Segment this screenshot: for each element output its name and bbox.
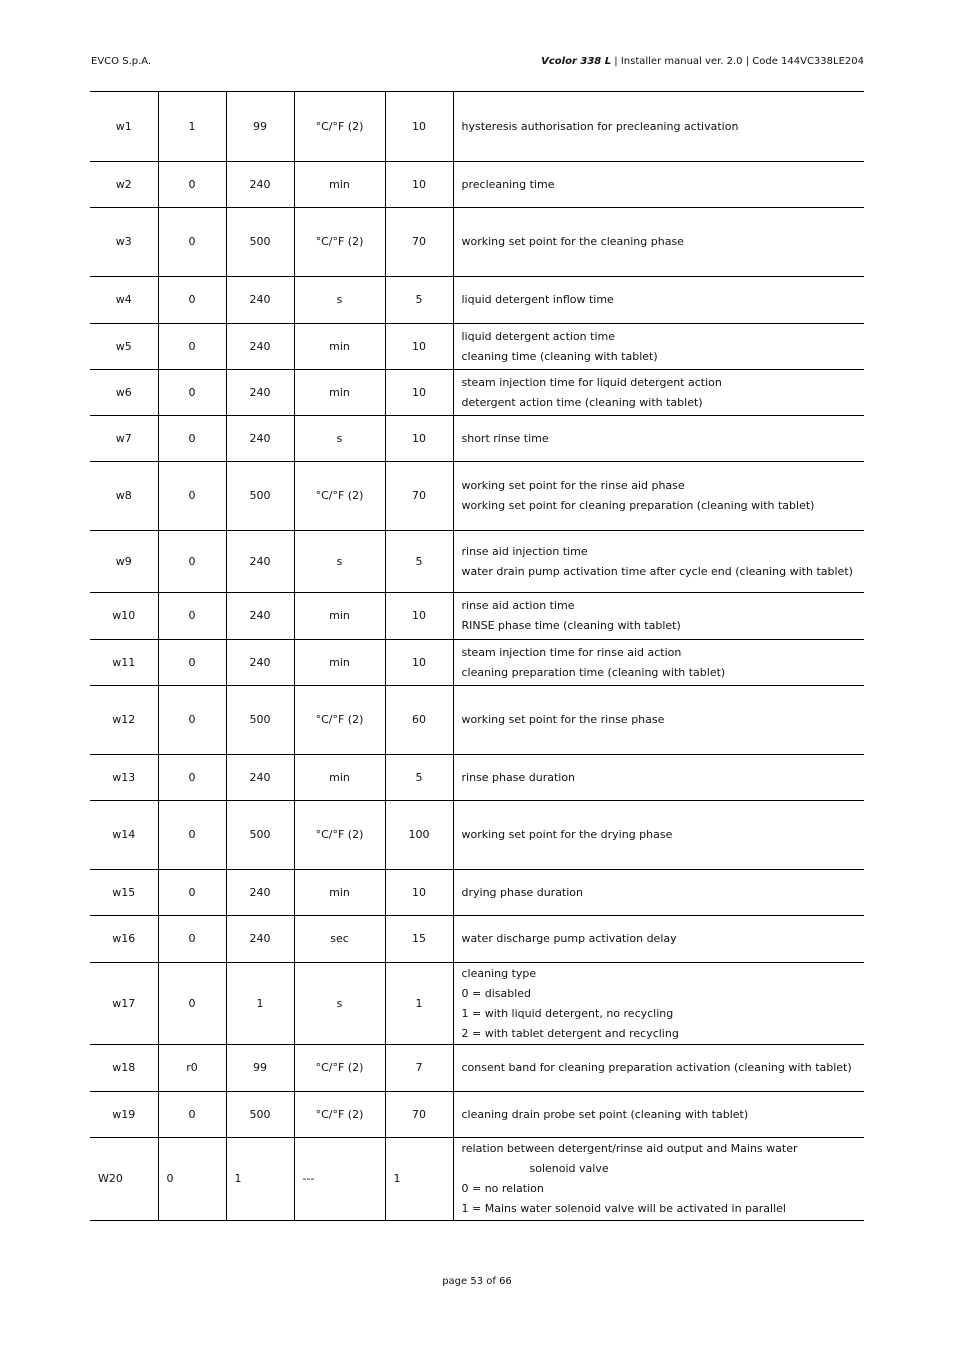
param-default: 60 [385,686,453,755]
param-max: 99 [226,1045,294,1092]
param-unit: °C/°F (2) [294,1045,385,1092]
param-max: 500 [226,208,294,277]
param-max: 240 [226,870,294,916]
param-min: 0 [158,755,226,801]
param-description [453,162,864,208]
param-code: w1 [90,92,158,162]
param-code: w11 [90,640,158,686]
param-default: 10 [385,92,453,162]
param-min: 0 [158,416,226,462]
table-row [90,416,864,462]
param-code: W20 [90,1138,158,1221]
table-row [90,870,864,916]
param-max: 500 [226,686,294,755]
parameters-table [90,91,864,1221]
description-line: cleaning type [461,966,537,980]
param-max: 1 [226,1138,294,1221]
param-unit: °C/°F (2) [294,92,385,162]
param-min: 0 [158,1138,226,1221]
table-row [90,92,864,162]
param-code: w6 [90,370,158,416]
param-description [453,92,864,162]
param-default: 15 [385,916,453,963]
param-code: w18 [90,1045,158,1092]
description-line: relation between detergent/rinse aid output and Mains water [461,1142,798,1155]
param-min: r0 [158,1045,226,1092]
param-max: 500 [226,462,294,531]
param-code: w19 [90,1092,158,1138]
param-code: w3 [90,208,158,277]
description-line: liquid detergent inflow time [461,293,614,306]
table-row [90,640,864,686]
param-max: 240 [226,162,294,208]
param-default: 1 [385,963,453,1045]
param-unit: °C/°F (2) [294,462,385,531]
description-line: working set point for cleaning preparation (cleaning with tablet) [461,499,815,512]
param-max: 240 [226,370,294,416]
header-manual-info: | Installer manual ver. 2.0 | Code 144VC338LE204 [611,56,864,67]
param-code: w10 [90,593,158,640]
description-line: 1 = with liquid detergent, no recycling [461,1006,674,1020]
param-unit: min [294,755,385,801]
param-description [453,1045,864,1092]
param-unit: min [294,593,385,640]
param-description [453,370,864,416]
param-code: w8 [90,462,158,531]
param-min: 0 [158,1092,226,1138]
param-description [453,640,864,686]
param-code: w9 [90,531,158,593]
table-row [90,1138,864,1221]
param-min: 0 [158,870,226,916]
param-unit: min [294,162,385,208]
param-min: 0 [158,531,226,593]
table-row [90,531,864,593]
param-default: 1 [385,1138,453,1221]
param-description [453,1092,864,1138]
description-line: 0 = disabled [461,986,532,1000]
param-unit: min [294,870,385,916]
description-line: cleaning time (cleaning with tablet) [461,349,658,363]
description-line: rinse phase duration [461,770,576,784]
description-line: cleaning preparation time (cleaning with tablet) [461,665,726,679]
param-min: 0 [158,593,226,640]
param-unit: sec [294,916,385,963]
description-line: drying phase duration [461,885,583,899]
param-unit: s [294,277,385,324]
description-line: liquid detergent action time [461,329,616,343]
table-row [90,462,864,531]
param-code: w4 [90,277,158,324]
description-line: 0 = no relation [461,1182,544,1195]
description-line: solenoid valve [529,1162,609,1175]
description-line: precleaning time [461,177,555,191]
table-row [90,277,864,324]
page-number: page 53 of 66 [442,1276,512,1287]
param-description [453,916,864,963]
param-default: 10 [385,324,453,370]
param-description [453,801,864,870]
table-row [90,1092,864,1138]
description-line: water drain pump activation time after cycle end (cleaning with tablet) [461,564,853,578]
param-unit: s [294,531,385,593]
param-default: 70 [385,208,453,277]
param-max: 240 [226,416,294,462]
param-max: 240 [226,324,294,370]
param-description [453,870,864,916]
param-min: 0 [158,208,226,277]
param-description [453,416,864,462]
param-default: 70 [385,462,453,531]
param-description [453,963,864,1045]
description-line: working set point for the rinse phase [461,713,665,726]
param-default: 10 [385,593,453,640]
param-default: 10 [385,162,453,208]
description-line: working set point for the cleaning phase [461,235,684,248]
param-min: 0 [158,162,226,208]
param-min: 0 [158,916,226,963]
param-code: w14 [90,801,158,870]
param-max: 240 [226,916,294,963]
param-max: 240 [226,531,294,593]
description-line: steam injection time for liquid detergent action [461,375,722,389]
header-product: Vcolor 338 L [541,56,612,67]
param-code: w2 [90,162,158,208]
param-unit: min [294,324,385,370]
param-max: 240 [226,640,294,686]
param-description [453,686,864,755]
param-default: 10 [385,416,453,462]
param-max: 99 [226,92,294,162]
param-default: 70 [385,1092,453,1138]
param-min: 0 [158,370,226,416]
param-description [453,755,864,801]
param-max: 240 [226,755,294,801]
table-row [90,162,864,208]
param-unit: min [294,640,385,686]
param-default: 10 [385,640,453,686]
table-row [90,593,864,640]
param-default: 10 [385,870,453,916]
param-max: 500 [226,1092,294,1138]
param-code: w5 [90,324,158,370]
param-max: 240 [226,593,294,640]
param-code: w7 [90,416,158,462]
param-unit: s [294,416,385,462]
description-line: consent band for cleaning preparation activation (cleaning with tablet) [461,1061,852,1074]
param-code: w16 [90,916,158,963]
param-default: 10 [385,370,453,416]
description-line: working set point for the rinse aid phase [461,479,685,492]
param-default: 5 [385,531,453,593]
description-line: rinse aid action time [461,599,575,612]
description-line: RINSE phase time (cleaning with tablet) [461,619,681,632]
param-min: 0 [158,462,226,531]
table-row [90,916,864,963]
description-line: water discharge pump activation delay [461,932,677,945]
header-company: EVCO S.p.A. [91,56,152,67]
param-unit: °C/°F (2) [294,1092,385,1138]
param-default: 100 [385,801,453,870]
param-max: 500 [226,801,294,870]
param-code: w17 [90,963,158,1045]
param-min: 0 [158,686,226,755]
description-line: short rinse time [461,431,549,445]
table-row [90,370,864,416]
table-row [90,208,864,277]
table-row [90,686,864,755]
param-description [453,593,864,640]
param-min: 1 [158,92,226,162]
param-min: 0 [158,801,226,870]
param-unit: s [294,963,385,1045]
param-max: 240 [226,277,294,324]
description-line: detergent action time (cleaning with tablet) [461,395,703,409]
param-default: 5 [385,755,453,801]
param-description [453,277,864,324]
param-unit: °C/°F (2) [294,801,385,870]
description-line: 2 = with tablet detergent and recycling [461,1026,679,1040]
param-description [453,208,864,277]
param-description [453,462,864,531]
param-description [453,1138,864,1221]
description-line: rinse aid injection time [461,544,588,558]
param-unit: min [294,370,385,416]
table-row [90,755,864,801]
description-line: working set point for the drying phase [461,828,673,841]
header-doc-info [541,56,864,67]
table-row [90,963,864,1045]
param-code: w13 [90,755,158,801]
table-row [90,324,864,370]
param-default: 5 [385,277,453,324]
param-code: w12 [90,686,158,755]
param-unit: °C/°F (2) [294,686,385,755]
description-line: hysteresis authorisation for precleaning activation [461,119,739,133]
param-min: 0 [158,963,226,1045]
description-line: 1 = Mains water solenoid valve will be activated in parallel [461,1202,786,1215]
param-min: 0 [158,277,226,324]
param-description [453,531,864,593]
description-line: cleaning drain probe set point (cleaning with tablet) [461,1107,749,1121]
param-code: w15 [90,870,158,916]
table-row [90,1045,864,1092]
table-row [90,801,864,870]
param-max: 1 [226,963,294,1045]
param-min: 0 [158,640,226,686]
param-default: 7 [385,1045,453,1092]
param-unit: °C/°F (2) [294,208,385,277]
param-description [453,324,864,370]
param-unit: --- [294,1138,385,1221]
description-line: steam injection time for rinse aid action [461,645,682,659]
param-min: 0 [158,324,226,370]
